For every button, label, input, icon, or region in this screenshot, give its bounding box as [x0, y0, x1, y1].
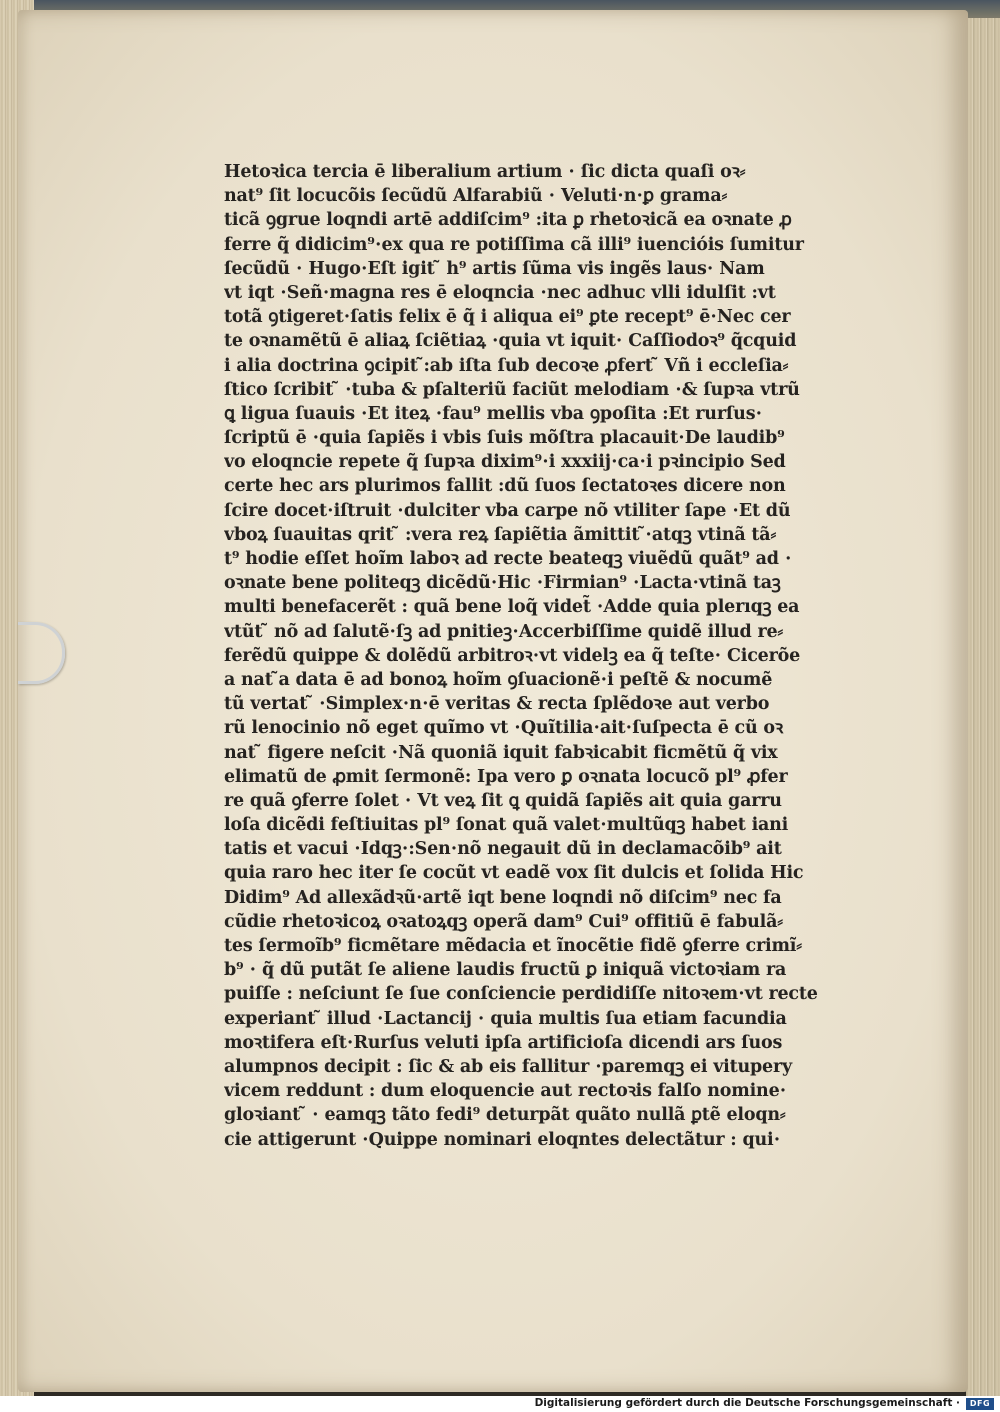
text-line: moꝛtifera eſt⋅Rurſus veluti ipſa artificioſa dicendi ars ſuos [224, 1032, 783, 1053]
incunable-text-block [224, 160, 834, 1152]
text-line: cũdie rhetoꝛicoꝝ oꝛatoꝝqꝫ operã dam⁹ Cui⁹ offitiũ ē fabulã⸗ [224, 911, 783, 932]
text-line: tes ſermoĩb⁹ ficmẽtare mẽdacia et ĩnocẽtie fidẽ ꝯferre crimĩ⸗ [224, 936, 802, 956]
text-line: a nat ̃a data ē ad bonoꝝ hoĩm ꝯſuacionẽ⋅i peſtẽ & nocumẽ [224, 669, 773, 690]
paper-clip [18, 622, 65, 684]
text-line: ſecũdũ ⋅ Hugo⋅Eſt igit ̃ h⁹ artis ſũma vis ingẽs laus⋅ Nam [224, 258, 765, 279]
text-line: ticã ꝯgrue loqndi artē addiſcim⁹ :ita ꝑ rhetoꝛicã ea oꝛnate ꝓ [224, 210, 792, 231]
text-line: tatis et vacui ⋅Idqꝫ⋅:Sen⋅nõ negauit dũ in declamacõib⁹ ait [224, 839, 782, 860]
text-line: ferẽdũ quippe & dolẽdũ arbitroꝛ⋅vt videlꝫ ea q̃ teſte⋅ Cicerõe [224, 645, 801, 666]
text-line: tũ vertat ̃ ⋅Simplex⋅n⋅ē veritas & recta ſplẽdoꝛe aut verbo [224, 694, 770, 715]
text-line: puiſſe : neſciunt ſe ſue conſciencie perdidiſſe nitoꝛem⋅vt recte [224, 984, 818, 1005]
text-line: t⁹ hodie eſſet hoĩm laboꝛ ad recte beateqꝫ viuẽdũ quãt⁹ ad ⋅ [224, 549, 792, 569]
text-line: vboꝝ ſuauitas qrit ̃ :vera reꝝ ſapiẽtia ãmittit ̃⋅atqꝫ vtinã tã⸗ [224, 524, 777, 545]
text-line: rũ lenocinio nõ eget quĩmo vt ⋅Quĩtilia⋅ait⋅ſuſpecta ē cũ oꝛ [224, 718, 783, 739]
text-line: cie attigerunt ⋅Quippe nominari eloqntes delectãtur : qui⋅ [224, 1129, 781, 1150]
text-line: gloꝛiant ̃ ⋅ eamqꝫ tãto fedi⁹ deturpãt quãto nullã ꝑtẽ eloqn⸗ [224, 1105, 786, 1126]
text-line: Hetoꝛica tercia ē liberalium artium ⋅ ſic dicta quaſi oꝛ⸗ [224, 162, 746, 182]
text-line: i alia doctrina ꝯcipit ̃:ab iſta ſub decoꝛe ꝓfert ̃ Vñ i eccleſia⸗ [224, 355, 789, 376]
text-line: ꝗ ligua ſuauis ⋅Et iteꝝ ⋅fau⁹ mellis vba ꝯpoſita :Et rurſus⋅ [224, 403, 763, 424]
text-line: te oꝛnamẽtũ ē aliaꝝ ſciẽtiaꝝ ⋅quia vt iquit⋅ Caſſiodoꝛ⁹ q̃cquid [224, 331, 797, 352]
text-line: ſcriptũ ē ⋅quia ſapiẽs i vbis ſuis mõſtra placauit⋅De laudib⁹ [224, 428, 785, 449]
text-line: oꝛnate bene politeqꝫ dicẽdũ⋅Hic ⋅Firmian⁹ ⋅Lacta⋅vtinã taꝫ [224, 573, 781, 594]
text-line: nat⁹ ſit locucõis ſecũdũ Alfarabiũ ⋅ Veluti⋅n⋅ꝑ grama⸗ [224, 186, 728, 207]
text-line: experiant ̃ illud ⋅Lactancij ⋅ quia multis ſua etiam facundia [224, 1008, 787, 1029]
text-line: elimatũ de ꝓmit ſermonẽ: Ipa vero ꝑ oꝛnata locucõ pl⁹ ꝓfer [224, 766, 788, 787]
text-line: re quã ꝯferre ſolet ⋅ Vt veꝝ ſit ꝗ quidã ſapiẽs ait quia garru [224, 790, 782, 811]
footer-bar [0, 1396, 1000, 1412]
text-line: quia raro hec iter ſe cocũt vt eadẽ vox ſit dulcis et ſolida Hic [224, 863, 804, 884]
text-line: ſtico ſcribit ̃ ⋅tuba & pſalteriũ faciũt melodiam ⋅& ſupꝛa vtrũ [224, 379, 800, 400]
text-line: Didim⁹ Ad allexãdꝛũ⋅artẽ iqt bene loqndi nõ diſcim⁹ nec fa [224, 887, 782, 908]
book-page [18, 10, 968, 1392]
text-line: b⁹ ⋅ q̃ dũ putãt ſe aliene laudis fructũ ꝑ iniquã victoꝛiam ra [224, 960, 787, 981]
text-line: vt iqt ⋅Señ⋅magna res ē eloqncia ⋅nec adhuc vlli idulſit :vt [224, 282, 776, 303]
dfg-logo: DFG [966, 1398, 994, 1410]
text-line: vtũt ̃ nõ ad ſalutẽ⋅ſꝫ ad pnitieꝫ⋅Accerbiſſime quidẽ illud re⸗ [224, 621, 784, 642]
dfg-credit-text: Digitalisierung gefördert durch die Deutsche Forschungsgemeinschaft ⋅ [534, 1397, 960, 1409]
text-line: ſcire docet⋅iſtruit ⋅dulciter vba carpe nõ vtiliter ſape ⋅Et dũ [224, 500, 791, 521]
text-line: ferre q̃ didicim⁹⋅ex qua re potiſſima cã illi⁹ iuencióis ſumitur [224, 234, 804, 255]
text-line: alumpnos decipit : ſic & ab eis fallitur ⋅paremqꝫ ei vitupery [224, 1056, 792, 1077]
text-line: nat ̃ figere neſcit ⋅Nã quoniã iquit fabꝛicabit ficmẽtũ q̃ vix [224, 742, 778, 763]
text-line: loſa dicẽdi feſtiuitas pl⁹ ſonat quã valet⋅multũqꝫ habet iani [224, 815, 789, 836]
text-line: multi benefacerẽt : quã bene loq̃ videt̃ ⋅Adde quia plerıqꝫ ea [224, 597, 800, 618]
text-line: vicem reddunt : dum eloquencie aut rectoꝛis falſo nomine⋅ [224, 1081, 787, 1102]
text-line: vo eloqncie repete q̃ ſupꝛa dixim⁹⋅i xxxiij⋅ca⋅i pꝛincipio Sed [224, 452, 786, 473]
text-line: totã ꝯtigeret⋅ſatis felix ē q̃ i aliqua ei⁹ ꝑte recept⁹ ē⋅Nec cer [224, 307, 791, 328]
right-page-edges [966, 18, 1000, 1396]
text-line: certe hec ars plurimos fallit :dũ ſuos ſectatoꝛes dicere non [224, 476, 786, 497]
